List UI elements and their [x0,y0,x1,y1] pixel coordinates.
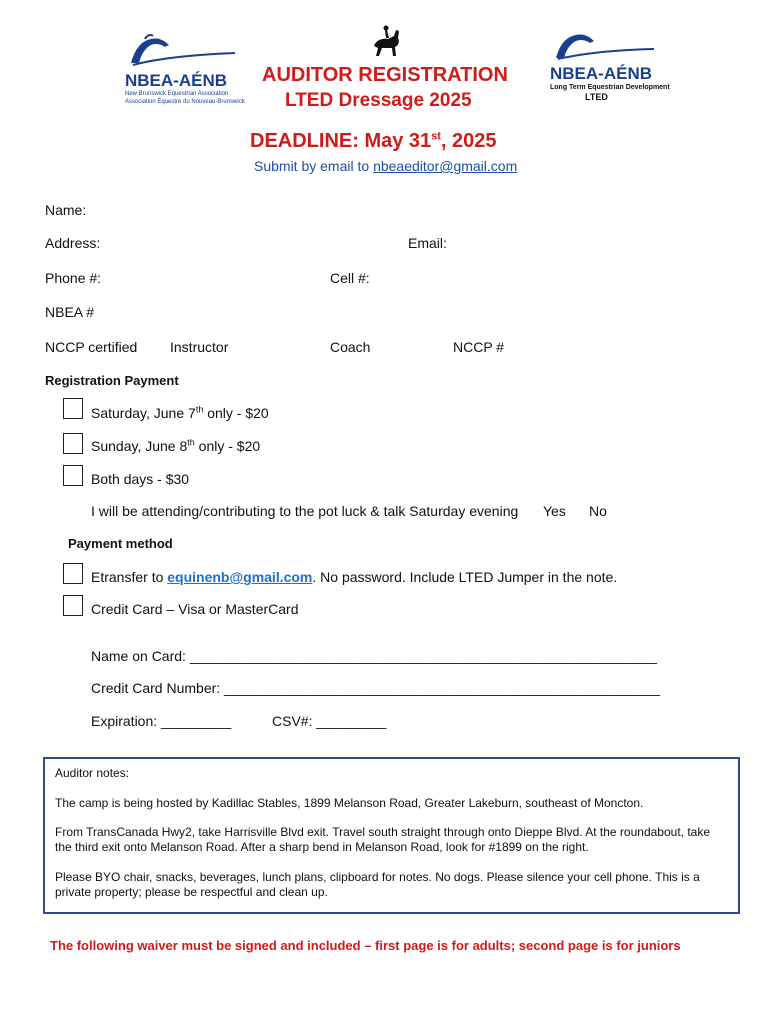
etransfer-suffix: . No password. Include LTED Jumper in the note. [312,569,618,585]
dressage-rider-icon [368,24,404,58]
nbea-number-label: NBEA # [45,304,95,320]
saturday-prefix: Saturday, June 7 [91,405,196,421]
credit-card-option: Credit Card – Visa or MasterCard [91,601,299,617]
potluck-no[interactable]: No [589,503,607,519]
submit-prefix: Submit by email to [254,158,374,174]
sunday-prefix: Sunday, June 8 [91,438,188,454]
credit-card-number-field[interactable]: Credit Card Number: ________________________________________________________ [91,680,661,696]
csv-field[interactable]: CSV#: _________ [272,713,387,729]
nccp-number-label: NCCP # [453,339,505,355]
right-logo-brand: NBEA-AÉNB [550,64,652,83]
both-days-option: Both days - $30 [91,471,190,487]
email-label: Email: [408,235,447,251]
sunday-option [91,438,260,454]
lted-logo-right [550,30,670,105]
sunday-suffix: only - $20 [194,438,261,454]
right-logo-sub1: Long Term Equestrian Development [550,84,670,91]
submit-email-link[interactable]: nbeaeditor@gmail.com [373,158,518,174]
sunday-sup: th [187,437,195,448]
saturday-option [91,405,269,421]
payment-heading: Payment method [68,536,173,551]
address-label: Address: [45,235,101,251]
auditor-notes-box [43,757,740,914]
left-logo-sub1: New Brunswick Equestrian Association [125,91,229,97]
instructor-label: Instructor [170,339,229,355]
left-logo-sub2: Association Équestre du Nouveau-Brunswick [125,99,245,105]
horse-head-icon [550,30,656,60]
deadline-prefix: DEADLINE: May 31 [250,130,432,152]
saturday-suffix: only - $20 [203,405,269,421]
etransfer-email-link[interactable]: equinenb@gmail.com [167,569,313,585]
phone-label: Phone #: [45,270,102,286]
deadline-sup: st [431,130,441,143]
left-logo-brand: NBEA-AÉNB [125,71,227,90]
waiver-notice: The following waiver must be signed and included – first page is for adults; second page is for juniors [50,938,681,953]
sunday-checkbox[interactable] [63,433,83,454]
notes-location: The camp is being hosted by Kadillac Stables, 1899 Melanson Road, Greater Lakeburn, southeast of Moncton. [55,796,644,810]
saturday-sup: th [195,404,204,415]
expiration-field[interactable]: Expiration: _________ [91,713,232,729]
deadline-suffix: , 2025 [440,130,497,152]
cell-label: Cell #: [330,270,370,286]
notes-rules: Please BYO chair, snacks, beverages, lunch plans, clipboard for notes. No dogs. Please silence your cell phone. This is a private property; please be respectful and clean up. [55,870,700,899]
page-title: AUDITOR REGISTRATION [262,64,508,86]
right-logo-sub2: LTED [585,92,608,102]
notes-directions: From TransCanada Hwy2, take Harrisville Blvd exit. Travel south straight through onto Dieppe Blvd. At the roundabout, take the third exit onto Melanson Road. After a sharp bend in Melanson Road, look for #1899 on the right. [55,825,711,854]
registration-heading: Registration Payment [45,373,179,388]
horse-head-icon [125,33,237,67]
name-on-card-field[interactable]: Name on Card: ____________________________________________________________ [91,648,657,664]
page-subtitle: LTED Dressage 2025 [285,90,472,111]
saturday-checkbox[interactable] [63,398,83,419]
nccp-certified-label: NCCP certified [45,339,138,355]
nbea-logo-left [125,33,245,105]
name-label: Name: [45,202,87,218]
notes-heading: Auditor notes: [55,766,130,780]
credit-card-checkbox[interactable] [63,595,83,616]
potluck-question: I will be attending/contributing to the pot luck & talk Saturday evening [91,503,519,519]
coach-label: Coach [330,339,371,355]
etransfer-prefix: Etransfer to [91,569,168,585]
both-days-checkbox[interactable] [63,465,83,486]
deadline [250,130,497,153]
etransfer-checkbox[interactable] [63,563,83,584]
potluck-yes[interactable]: Yes [543,503,566,519]
submit-instructions [254,158,517,174]
etransfer-option [91,569,617,585]
